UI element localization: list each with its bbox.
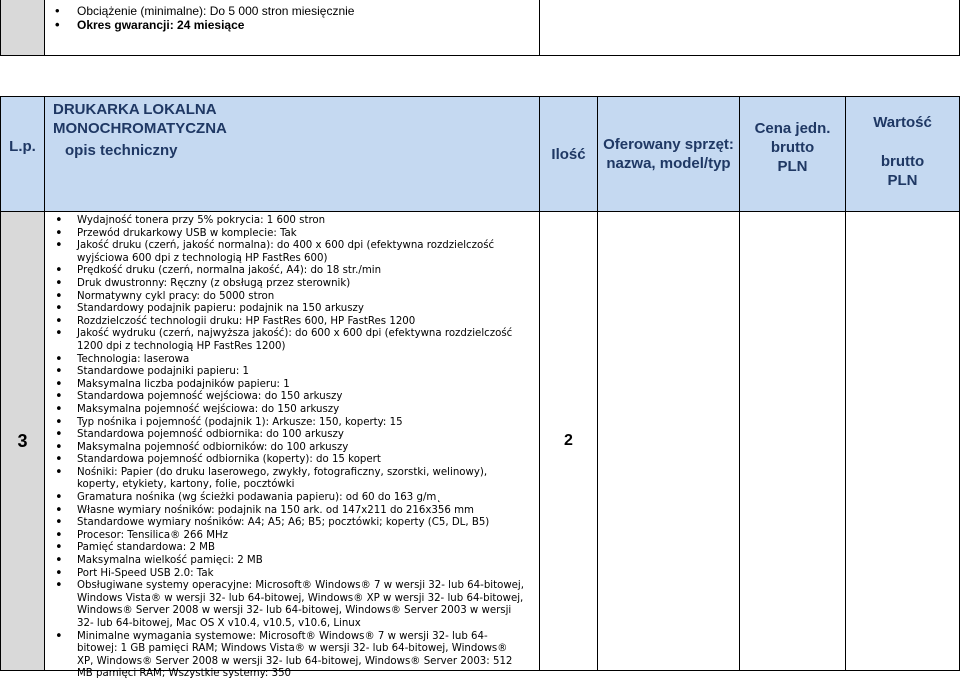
spec-item: • Własne wymiary nośników: podajnik na 150 ark. od 147x211 do 216x356 mm xyxy=(45,505,525,518)
note-load: • Obciążenie (minimalne): Do 5 000 stron miesięcznie xyxy=(45,4,539,18)
top-notes-list xyxy=(45,4,539,32)
spec-list xyxy=(45,215,525,681)
spec-item: • Jakość wydruku (czerń, najwyższa jakość): do 600 x 600 dpi (efektywna rozdzielczość 1200 dpi z technologią HP FastRes 1200) xyxy=(45,328,525,353)
row-specs xyxy=(44,211,540,680)
spec-item: • Obsługiwane systemy operacyjne: Microsoft® Windows® 7 w wersji 32- lub 64-bitowej, Windows Vista® w wersji 32- lub 64-bitowej, Windows® XP w wersji 32- lub 64-bitowej, Windows® Server 2008 w wersji 32- lub 64-bitowej, Windows® Server 2003 w wersji 32- lub 64-bitowej, Mac OS X v10.4, v10.5, v10.6, Linux xyxy=(45,580,525,630)
spec-item: • Minimalne wymagania systemowe: Microsoft® Windows® 7 w wersji 32- lub 64-bitowej: 1 GB pamięci RAM; Windows Vista® w wersji 32- lub 64-bitowej, Windows® XP, Windows® Server 2008 w wersji 32- lub 64-bitowej, Windows® Server 2003: 512 MB pamięci RAM; Wszystkie systemy: 350 xyxy=(45,631,525,681)
row-offered xyxy=(597,211,740,671)
spec-item: • Standardowa pojemność odbiornika (koperty): do 15 kopert xyxy=(45,454,525,467)
spec-item: • Pamięć standardowa: 2 MB xyxy=(45,542,525,555)
header-qty: Ilość xyxy=(539,96,598,212)
header-product xyxy=(44,96,540,212)
spec-item: • Maksymalna wielkość pamięci: 2 MB xyxy=(45,555,525,568)
spec-item: • Nośniki: Papier (do druku laserowego, zwykły, fotograficzny, szorstki, welinowy), koperty, etykiety, kartony, folie, pocztówki xyxy=(45,467,525,492)
header-offered: Oferowany sprzęt: nazwa, model/typ xyxy=(597,96,740,212)
spec-item: • Prędkość druku (czerń, normalna jakość, A4): do 18 str./min xyxy=(45,265,525,278)
row-lp: 3 xyxy=(0,211,45,671)
spec-item: • Przewód drukarkowy USB w komplecie: Tak xyxy=(45,228,525,241)
row-value xyxy=(845,211,960,671)
spec-item: • Maksymalna pojemność wejściowa: do 150 arkuszy xyxy=(45,404,525,417)
spec-item: • Jakość druku (czerń, jakość normalna): do 400 x 600 dpi (efektywna rozdzielczość wyjściowa 600 dpi z technologią HP FastRes 600) xyxy=(45,240,525,265)
spec-item: • Standardowe podajniki papieru: 1 xyxy=(45,366,525,379)
top-right-cell xyxy=(539,0,960,56)
spec-item: • Normatywny cykl pracy: do 5000 stron xyxy=(45,291,525,304)
spec-item: • Standardowa pojemność wejściowa: do 150 arkuszy xyxy=(45,391,525,404)
top-notes-cell xyxy=(44,0,540,56)
header-lp: L.p. xyxy=(0,96,45,212)
spec-item: • Standardowy podajnik papieru: podajnik na 150 arkuszy xyxy=(45,303,525,316)
spec-item: • Gramatura nośnika (wg ścieżki podawania papieru): od 60 do 163 g/m˛ xyxy=(45,492,525,505)
spec-item: • Typ nośnika i pojemność (podajnik 1): Arkusze: 150, koperty: 15 xyxy=(45,417,525,430)
top-left-cell xyxy=(0,0,45,56)
spec-item: • Druk dwustronny: Ręczny (z obsługą przez sterownik) xyxy=(45,278,525,291)
product-title: DRUKARKA LOKALNA MONOCHROMATYCZNA xyxy=(53,101,227,137)
header-value: Wartość brutto PLN xyxy=(845,96,960,212)
row-qty: 2 xyxy=(539,211,598,671)
spec-item: • Procesor: Tensilica® 266 MHz xyxy=(45,530,525,543)
note-warranty: • Okres gwarancji: 24 miesiące xyxy=(45,18,539,32)
spec-item: • Maksymalna pojemność odbiorników: do 100 arkuszy xyxy=(45,442,525,455)
spec-item: • Wydajność tonera przy 5% pokrycia: 1 600 stron xyxy=(45,215,525,228)
header-unit-price: Cena jedn. brutto PLN xyxy=(739,96,846,212)
row-unit-price xyxy=(739,211,846,671)
product-subtitle: opis techniczny xyxy=(65,142,178,159)
spec-item: • Maksymalna liczba podajników papieru: 1 xyxy=(45,379,525,392)
spec-item: • Standardowa pojemność odbiornika: do 100 arkuszy xyxy=(45,429,525,442)
spec-item: • Technologia: laserowa xyxy=(45,354,525,367)
spec-item: • Standardowe wymiary nośników: A4; A5; A6; B5; pocztówki; koperty (C5, DL, B5) xyxy=(45,517,525,530)
spec-item: • Port Hi-Speed USB 2.0: Tak xyxy=(45,568,525,581)
spec-item: • Rozdzielczość technologii druku: HP FastRes 600, HP FastRes 1200 xyxy=(45,316,525,329)
